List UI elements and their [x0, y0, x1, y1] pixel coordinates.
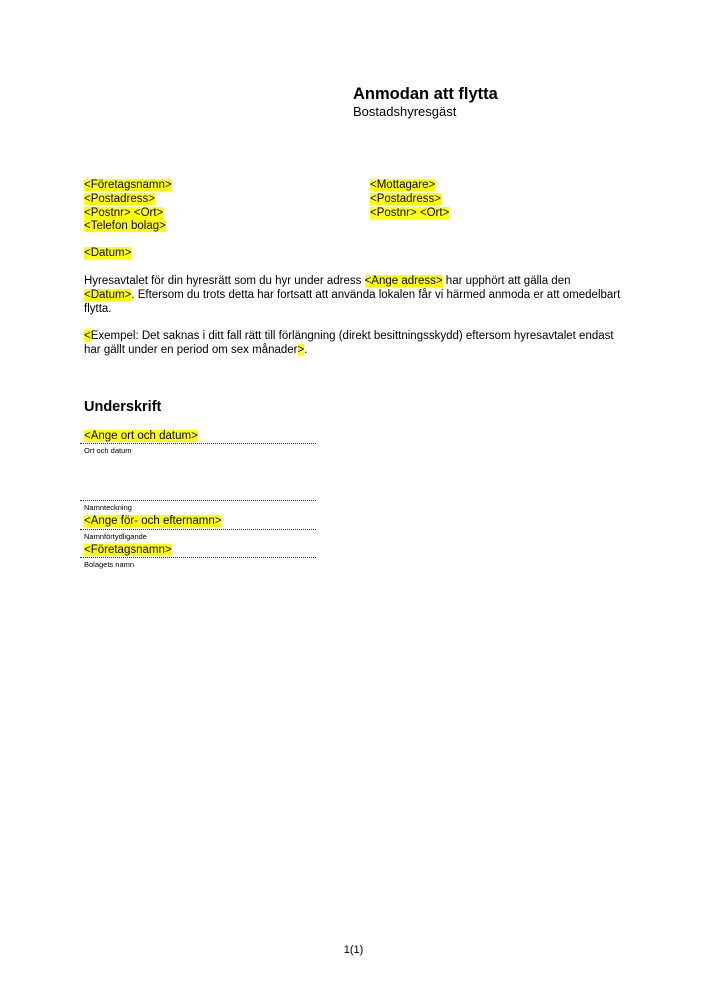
- printed-name-value: [84, 515, 221, 527]
- company-name-field[interactable]: <Företagsnamn>: [84, 544, 172, 556]
- printed-name-field[interactable]: <Ange för- och efternamn>: [84, 515, 222, 527]
- recipient-postnr-field[interactable]: <Postnr>: [370, 206, 417, 219]
- sender-company-field[interactable]: <Företagsnamn>: [84, 179, 172, 191]
- document-subtitle: Bostadshyresgäst: [353, 104, 457, 119]
- example-close-marker[interactable]: >: [297, 343, 305, 356]
- printed-name-line: [80, 529, 316, 530]
- end-date-field[interactable]: <Datum>: [84, 288, 132, 301]
- sender-address-block: [84, 179, 172, 234]
- place-date-value: [84, 430, 198, 442]
- recipient-address-block: [370, 179, 449, 220]
- recipient-postal-address-field[interactable]: <Postadress>: [370, 192, 441, 205]
- letter-date: [84, 247, 131, 259]
- example-open-marker[interactable]: <: [84, 330, 91, 342]
- signature-heading: Underskrift: [84, 399, 162, 415]
- body-paragraph-1: Hyresavtalet för din hyresrätt som du hyr under adress <Ange adress> har upphört att gälla den <Datum>. Eftersom du trots detta har fortsatt att använda lokalen får vi härmed anmoda er att omedelbart flytta.: [84, 275, 621, 315]
- date-field[interactable]: <Datum>: [84, 247, 132, 259]
- company-name-value: [84, 544, 172, 556]
- signature-line[interactable]: [80, 500, 316, 501]
- document-title: Anmodan att flytta: [353, 85, 498, 103]
- page-number: 1(1): [343, 944, 364, 956]
- recipient-name-field[interactable]: <Mottagare>: [370, 179, 436, 191]
- place-date-line: [80, 443, 316, 444]
- place-date-caption: Ort och datum: [84, 446, 132, 455]
- signature-caption: Namnteckning: [84, 503, 132, 512]
- sender-phone-field[interactable]: <Telefon bolag>: [84, 220, 166, 233]
- sender-ort-field[interactable]: <Ort>: [133, 206, 164, 219]
- address-field[interactable]: <Ange adress>: [364, 275, 443, 287]
- recipient-ort-field[interactable]: <Ort>: [419, 206, 450, 219]
- place-date-field[interactable]: <Ange ort och datum>: [84, 430, 198, 442]
- example-text: Exempel: Det saknas i ditt fall rätt till förlängning (direkt besittningsskydd) eftersom hyresavtalet endast har gällt under en period om sex månader: [84, 330, 614, 356]
- company-name-line: [80, 557, 316, 558]
- company-name-caption: Bolagets namn: [84, 560, 135, 569]
- sender-postal-address-field[interactable]: <Postadress>: [84, 192, 155, 205]
- printed-name-caption: Namnförtydligande: [84, 532, 147, 541]
- sender-postnr-field[interactable]: <Postnr>: [84, 206, 131, 219]
- body-paragraph-2: <Exempel: Det saknas i ditt fall rätt till förlängning (direkt besittningsskydd) eftersom hyresavtalet endast har gällt under en period om sex månader>.: [84, 330, 614, 356]
